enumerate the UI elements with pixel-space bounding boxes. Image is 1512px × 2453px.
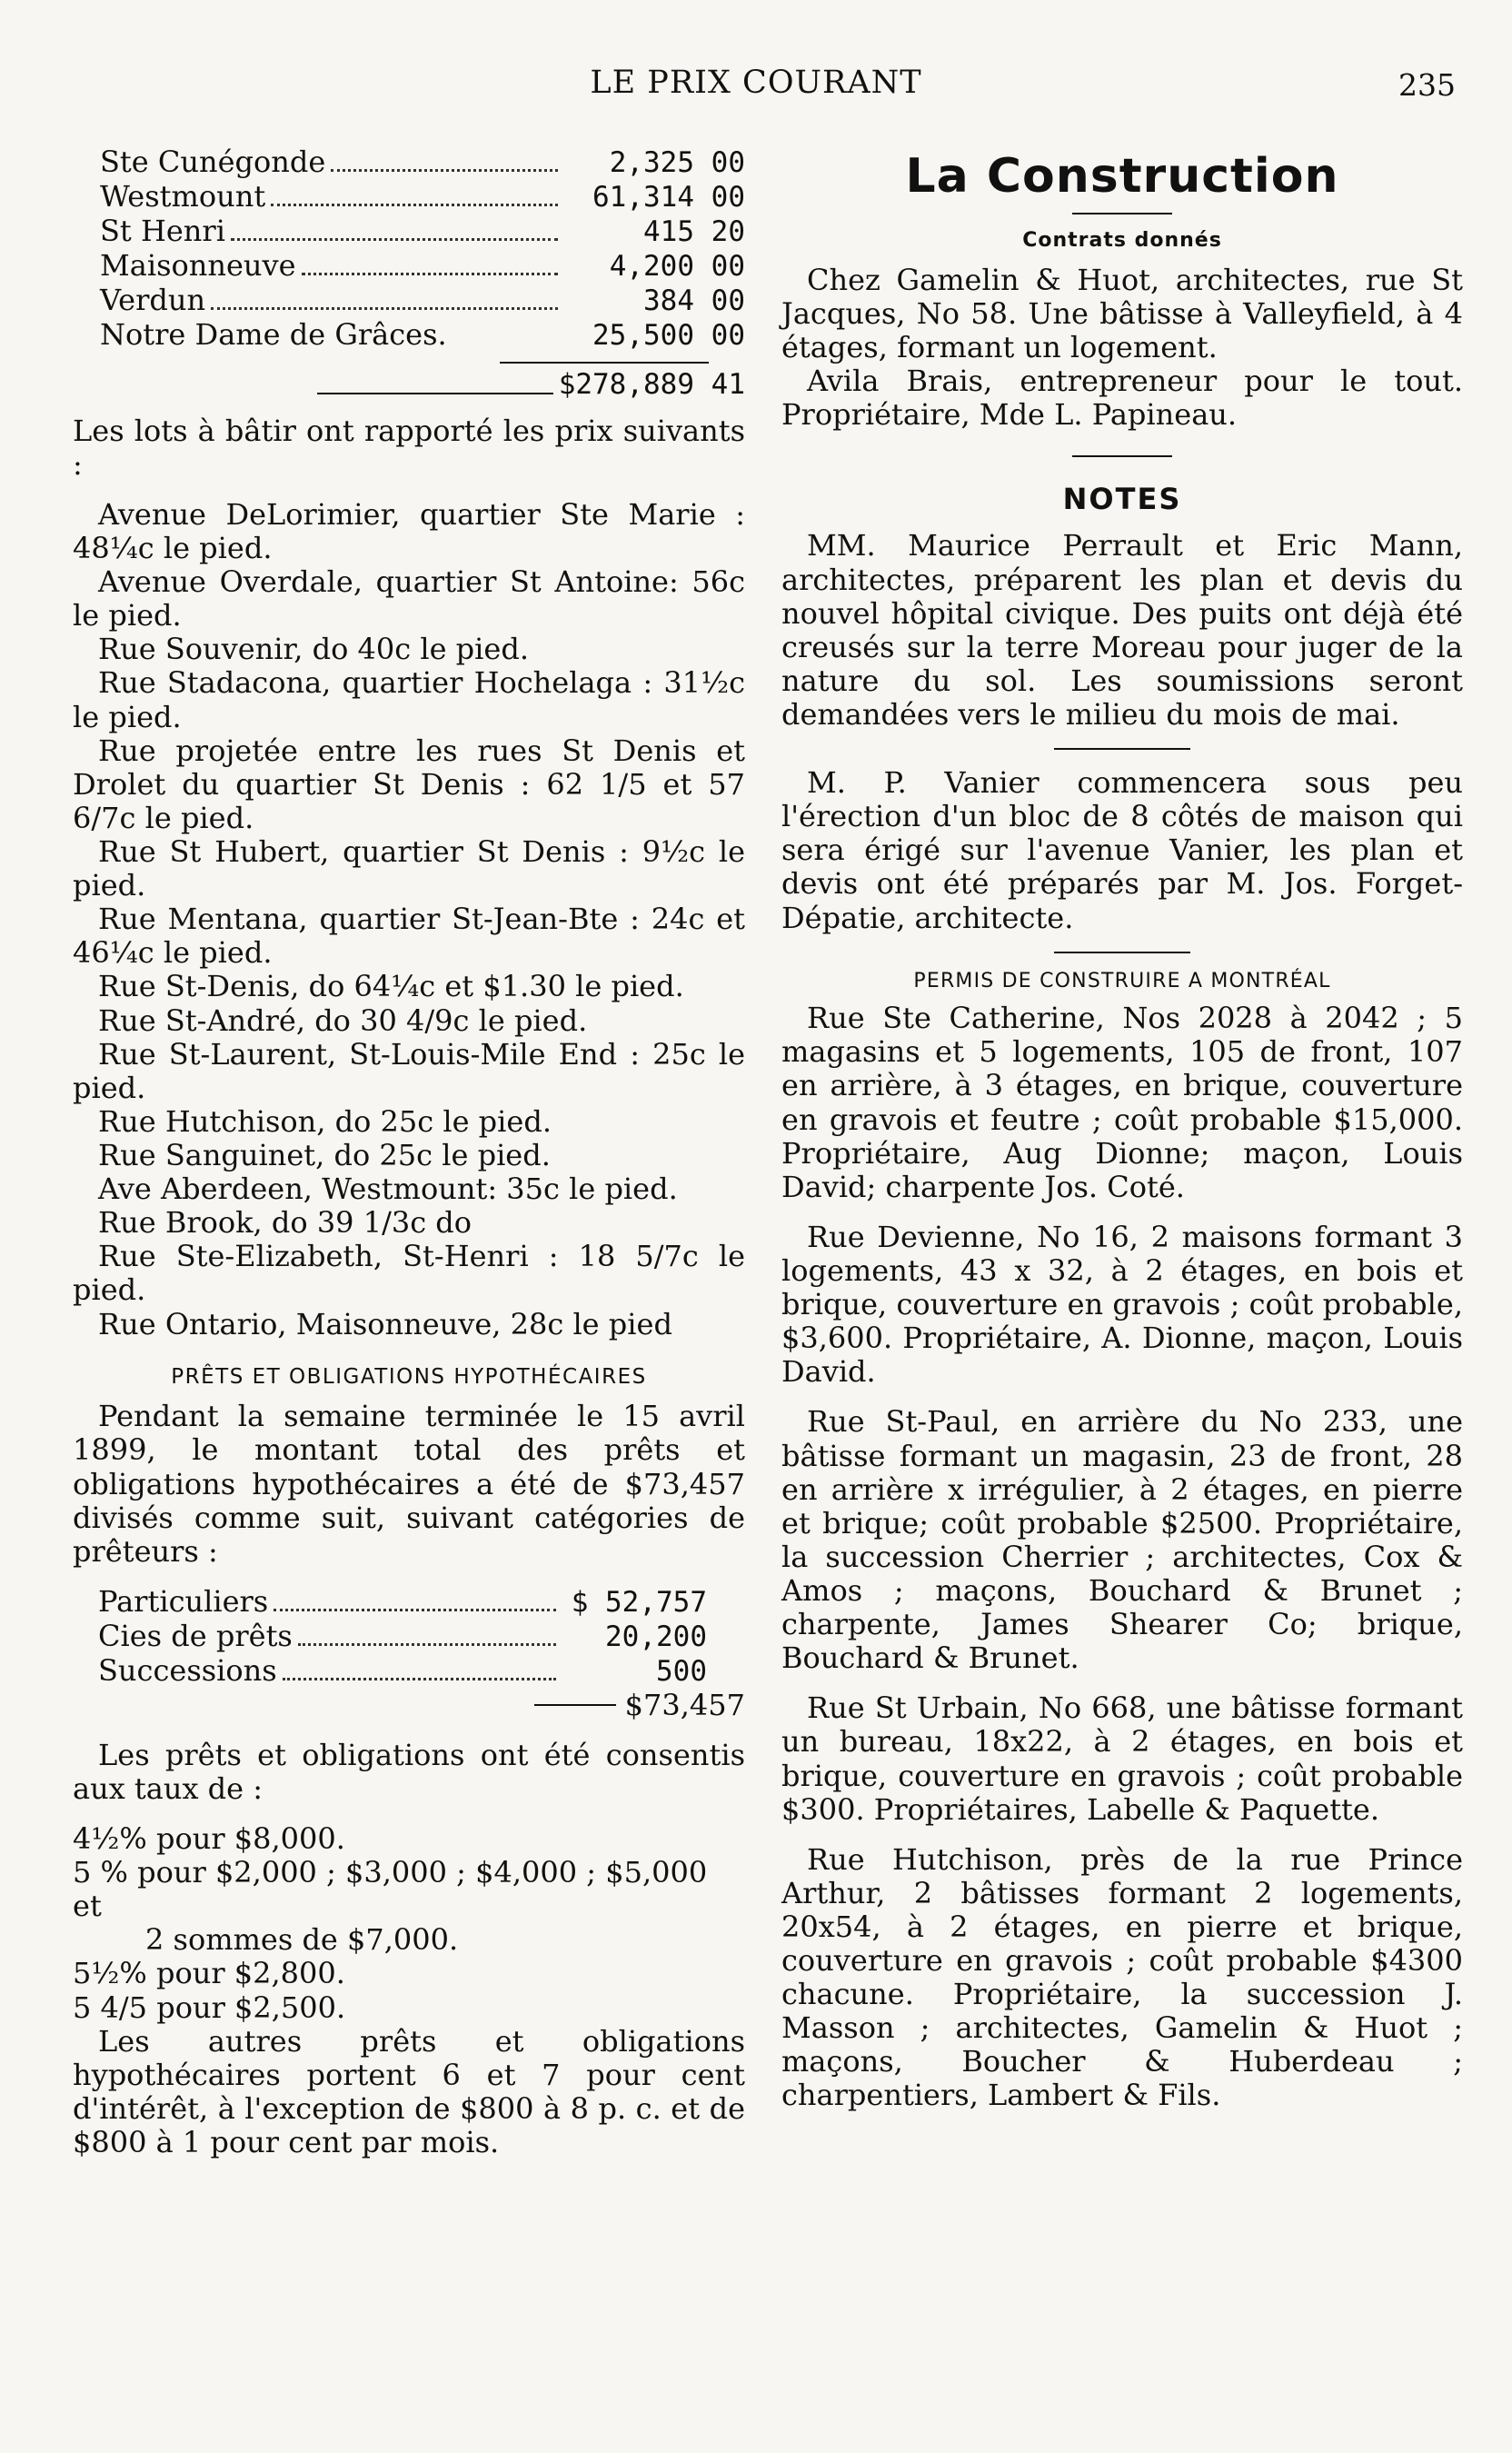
running-header [73, 60, 1439, 105]
rates-outro: Les autres prêts et obligations hypothécaires portent 6 et 7 pour cent d'intérêt, à l'exception de $800 à 8 p. c. et de $800 à 1 pour cent par mois. [73, 2023, 745, 2160]
permit-entry: Rue Ste Catherine, Nos 2028 à 2042 ; 5 magasins et 5 logements, 105 de front, 107 en arrière, à 3 étages, en brique, couverture en gravois et feutre ; coût probable $15,000. Propriétaire, Aug Dionne; maçon, Louis David; charpente Jos. Coté. [781, 1001, 1463, 1204]
section-title: La Construction [905, 149, 1339, 204]
divider [1054, 952, 1190, 953]
permits-heading: PERMIS DE CONSTRUIRE A MONTRÉAL [913, 969, 1331, 992]
contracts-heading: Contrats donnés [1022, 229, 1222, 253]
rate-entry: 5½% pour $2,800. [73, 1956, 345, 1991]
contracts-text: Chez Gamelin & Huot, architectes, rue St Jacques, No 58. Une bâtisse à Valleyfield, à 4 étages, formant un logement. [781, 262, 1463, 365]
note-entry: M. P. Vanier commencera sous peu l'érection d'un bloc de 8 côtés de maison qui sera érigé sur l'avenue Vanier, les plan et devis ont été préparés par M. Jos. Forget-Dépatie, architecte. [781, 765, 1463, 935]
lot-entry: Rue Ontario, Maisonneuve, 28c le pied [98, 1306, 672, 1341]
lots-intro: Les lots à bâtir ont rapporté les prix suivants : [73, 413, 745, 482]
divider [1072, 213, 1172, 214]
contracts-text: Avila Brais, entrepreneur pour le tout. Propriétaire, Mde L. Papineau. [781, 364, 1463, 433]
divider [500, 362, 709, 364]
journal-title: LE PRIX COURANT [590, 65, 922, 101]
tax-row: Notre Dame de Grâces. 25,500 00 [100, 316, 745, 352]
loans-intro: Pendant la semaine terminée le 15 avril 1899, le montant total des prêts et obligations hypothécaires a été de $73,457 divisés comme suit, suivant catégories de prêteurs : [73, 1399, 745, 1569]
lot-entry: Rue Hutchison, do 25c le pied. [98, 1103, 552, 1139]
tax-row: Maisonneuve 4,200 00 [100, 247, 745, 283]
tax-list [73, 145, 745, 402]
left-column [73, 145, 745, 2159]
rate-entry: 4½% pour $8,000. [73, 1821, 345, 1857]
lender-row: Particuliers $ 52,757 [98, 1583, 707, 1619]
lot-entry: Rue Brook, do 39 1/3c do [98, 1205, 472, 1241]
lot-entry: Ave Aberdeen, Westmount: 35c le pied. [98, 1172, 678, 1207]
right-column [781, 145, 1463, 2113]
tax-row: Verdun 384 00 [100, 282, 745, 317]
lenders-list [73, 1585, 745, 1722]
note-entry: MM. Maurice Perrault et Eric Mann, architectes, préparent les plan et devis du nouvel hôpital civique. Des puits ont déjà été creusés sur la terre Moreau pour juger de la nature du sol. Les soumissions seront demandées vers le milieu du mois de mai. [781, 528, 1463, 733]
page-number: 235 [1398, 67, 1456, 103]
permit-entry: Rue St-Paul, en arrière du No 233, une bâtisse formant un magasin, 23 de front, 28 en arrière x irrégulier, à 2 étages, en pierre et brique; coût probable $2500. Propriétaire, la succession Cherrier ; architectes, Cox & Amos ; maçons, Bouchard & Brunet ; charpente, James Shearer Co; brique, Bouchard & Brunet. [781, 1404, 1463, 1676]
permit-entry: Rue Devienne, No 16, 2 maisons formant 3 logements, 43 x 32, à 2 étages, en bois et brique, couverture en gravois ; coût probable, $3,600. Propriétaire, A. Dionne, maçon, Louis David. [781, 1219, 1463, 1390]
lenders-total: $73,457 [73, 1689, 745, 1722]
tax-row: Ste Cunégonde 2,325 00 [100, 145, 745, 179]
loans-heading: PRÊTS ET OBLIGATIONS HYPOTHÉCAIRES [171, 1364, 647, 1389]
lot-entry: Rue St-André, do 30 4/9c le pied. [98, 1002, 588, 1038]
divider [1054, 748, 1190, 750]
lot-entry: Rue projetée entre les rues St Denis et Drolet du quartier St Denis : 62 1/5 et 57 6/7c le pied. [73, 733, 745, 835]
lot-entry: Rue St-Denis, do 64¼c et $1.30 le pied. [98, 969, 684, 1004]
lender-row: Successions 500 [98, 1652, 707, 1688]
tax-row: St Henri 415 20 [100, 213, 745, 248]
lot-entry: Rue Ste-Elizabeth, St-Henri : 18 5/7c le pied. [73, 1239, 745, 1308]
rates-intro: Les prêts et obligations ont été consentis aux taux de : [73, 1737, 745, 1806]
lender-row: Cies de prêts 20,200 [98, 1618, 707, 1653]
lot-entry: Rue Sanguinet, do 25c le pied. [98, 1137, 551, 1172]
tax-row: Westmount 61,314 00 [100, 178, 745, 214]
lot-entry: Avenue DeLorimier, quartier Ste Marie : 48¼c le pied. [73, 496, 745, 565]
notes-heading: NOTES [1062, 482, 1182, 517]
lot-entry: Rue St-Laurent, St-Louis-Mile End : 25c le pied. [73, 1036, 745, 1105]
lot-entry: Rue Stadacona, quartier Hochelaga : 31½c le pied. [73, 665, 745, 734]
rate-entry: 5 % pour $2,000 ; $3,000 ; $4,000 ; $5,000 et 2 sommes de $7,000. [73, 1855, 708, 1958]
lot-entry: Rue Souvenir, do 40c le pied. [98, 632, 529, 667]
permit-entry: Rue Hutchison, près de la rue Prince Arthur, 2 bâtisses formant 2 logements, 20x54, à 2 étages, en pierre et brique, couverture en gravois ; coût probable $4300 chacune. Propriétaire, la succession J. Masson ; architectes, Gamelin & Huot ; maçons, Boucher & Huberdeau ; charpentiers, Lambert & Fils. [781, 1841, 1463, 2113]
rate-entry: 5 4/5 pour $2,500. [73, 1989, 346, 2025]
lot-entry: Rue St Hubert, quartier St Denis : 9½c le pied. [73, 833, 745, 903]
divider [1072, 455, 1172, 457]
tax-total: $278,889 41 [73, 369, 745, 402]
lot-entry: Rue Mentana, quartier St-Jean-Bte : 24c et 46¼c le pied. [73, 902, 745, 971]
lot-entry: Avenue Overdale, quartier St Antoine: 56c le pied. [73, 564, 745, 633]
permit-entry: Rue St Urbain, No 668, une bâtisse formant un bureau, 18x22, à 2 étages, en bois et brique, couverture en gravois ; coût probable $300. Propriétaires, Labelle & Paquette. [781, 1690, 1463, 1827]
